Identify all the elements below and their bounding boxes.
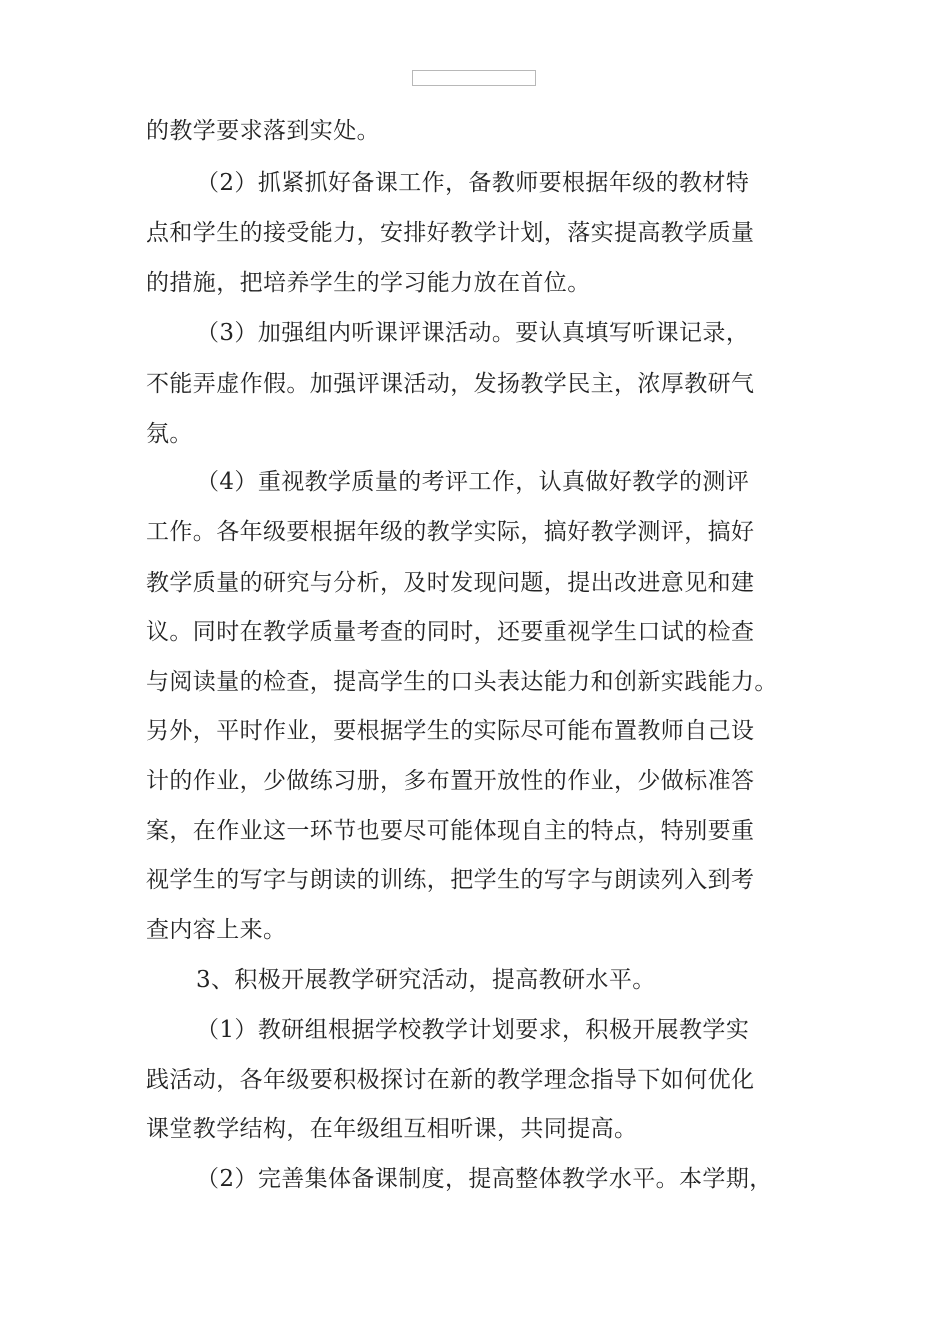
text-line: 计的作业，少做练习册，多布置开放性的作业，少做标准答 (146, 768, 755, 794)
text-line: 点和学生的接受能力，安排好教学计划，落实提高教学质量 (146, 220, 755, 246)
text-line: 氛。 (146, 421, 193, 447)
text-line: 的措施，把培养学生的学习能力放在首位。 (146, 270, 591, 296)
text-line: （4）重视教学质量的考评工作，认真做好教学的测评 (196, 469, 750, 495)
text-line: 3、积极开展教学研究活动，提高教研水平。 (196, 967, 656, 993)
page-header-box (412, 70, 536, 86)
text-line: 的教学要求落到实处。 (146, 118, 380, 144)
text-line: 案，在作业这一环节也要尽可能体现自主的特点，特别要重 (146, 818, 755, 844)
text-line: 课堂教学结构，在年级组互相听课，共同提高。 (146, 1116, 638, 1142)
text-line: 教学质量的研究与分析，及时发现问题，提出改进意见和建 (146, 570, 755, 596)
text-line: （3）加强组内听课评课活动。要认真填写听课记录， (196, 320, 750, 346)
text-line: 不能弄虚作假。加强评课活动，发扬教学民主，浓厚教研气 (146, 371, 755, 397)
text-line: 工作。各年级要根据年级的教学实际，搞好教学测评，搞好 (146, 519, 755, 545)
text-line: 与阅读量的检查，提高学生的口头表达能力和创新实践能力。 (146, 669, 778, 695)
text-line: （1）教研组根据学校教学计划要求，积极开展教学实 (196, 1017, 750, 1043)
text-line: 议。同时在教学质量考查的同时，还要重视学生口试的检查 (146, 619, 755, 645)
text-line: 视学生的写字与朗读的训练，把学生的写字与朗读列入到考 (146, 867, 755, 893)
text-line: 查内容上来。 (146, 917, 287, 943)
text-line: （2）完善集体备课制度，提高整体教学水平。本学期， (196, 1166, 773, 1192)
text-line: （2）抓紧抓好备课工作，备教师要根据年级的教材特 (196, 170, 750, 196)
text-line: 践活动，各年级要积极探讨在新的教学理念指导下如何优化 (146, 1067, 755, 1093)
text-line: 另外，平时作业，要根据学生的实际尽可能布置教师自己设 (146, 718, 755, 744)
